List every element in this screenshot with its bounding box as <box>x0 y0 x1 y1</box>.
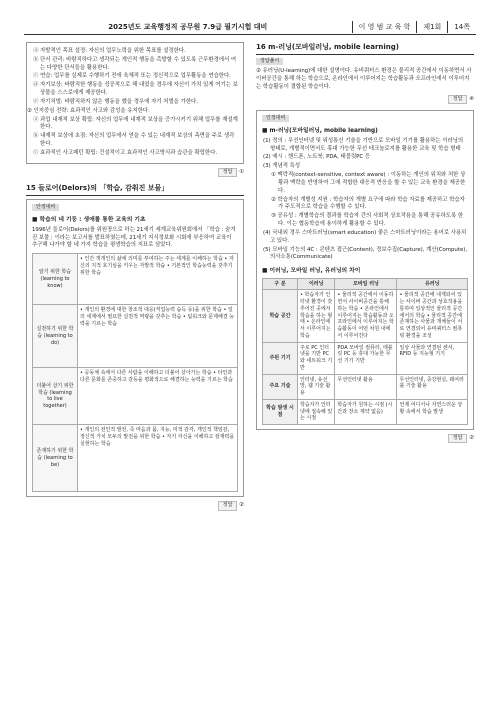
box-item: ⓐ 과업 내재적 보상 확립: 자신의 업무에 내재적 보상을 증가시키기 위해 업무를 재설계한다. <box>33 116 238 131</box>
table-row <box>33 305 238 368</box>
answer-label: 정답 <box>218 501 238 510</box>
box-item: ⓑ 내재적 보상에 초점: 자신의 업무에서 얻을 수 있는 내재적 보상의 측면을 주로 생각한다. <box>33 133 235 148</box>
row-label: 학습 공간 <box>263 290 298 342</box>
answer-explain-tag: 정답풀이 <box>256 58 283 65</box>
row-text: • 인간 개개인의 삶에 의미를 부여하는 주는 세계를 이해하는 학습 • 자신의 지적 호기심을 키우는 자발적 학습 • 기본적인 학습능력을 갖추기 위한 학습 <box>78 254 238 305</box>
answer-row <box>26 501 244 510</box>
answer-row <box>26 168 244 177</box>
box-subitem: ② 학습자의 개별성 지원 : 학습자의 개별 요구에 따라 학습 자료를 제공하고 학습자가 주도적으로 학습을 수행할 수 있다. <box>271 196 465 211</box>
table-header-row <box>263 278 468 290</box>
table-cell: 언제 어디서나 자연스러운 상황 속에서 학습 발생 <box>397 399 468 424</box>
round-label: 제1회 <box>416 21 447 33</box>
left-column <box>26 42 244 517</box>
table-cell: 일상 사물과 연결된 센서, RFID 등 지능형 기기 <box>397 342 468 374</box>
table-cell: 학습자가 인터넷에 접속해 있는 시점 <box>298 399 335 424</box>
box-item: (3) 개념적 특성 <box>263 163 301 170</box>
answer-label: 정답 <box>218 168 238 177</box>
section-tag: 안정대비 <box>32 204 59 211</box>
row-label: 학습 발생 시점 <box>263 399 298 424</box>
answer-label: 정답 <box>448 434 468 443</box>
compare-heading: ■ 이러닝, 모바일 러닝, 유러닝의 차이 <box>262 268 361 275</box>
row-text: • 개인의 전인적 발전, 즉 마음과 몸, 지능, 미적 감각, 개인적 책임감, 정신적 가치 모두의 발전을 위한 학습 • 자기 자신을 이해하고 잠재력을 실현하는 학습 <box>78 425 238 492</box>
box-item: (2) 예시 : 핸드폰, 노트북, PDA, 태블릿PC 등 <box>263 154 371 161</box>
row-label: 존재하기 위한 학습 (learning to be) <box>33 425 78 492</box>
box-item: (1) 정의 : 무선인터넷 및 위성통신 기술을 기반으로 모바일 기기를 활용하는 이러닝의 형태로, 개별적이면서도 휴대 가능한 무선 테크놀로지를 활용한 교육 및 학습 형태 <box>263 137 464 152</box>
compare-table <box>262 278 468 426</box>
box-item: ⓑ 단서 관리: 바람직하다고 생각되는 개인적 행동을 촉발할 수 있도록 근무환경에서 여는 다양한 단서들을 활용한다. <box>33 56 237 71</box>
box-item: ⓐ 자발적인 목표 설정: 자신의 업무노력을 위한 목표를 설정한다. <box>33 48 186 54</box>
row-label: 알기 위한 학습 (learning to know) <box>33 254 78 305</box>
box-item: ⓓ 자기보상: 바람직한 행동을 성공적으로 해 내었을 경우에 자신이 가치 있게 여기는 보상물을 스스로에게 제공한다. <box>33 82 238 97</box>
table-row <box>263 290 468 342</box>
box-item: ⓒ 연습: 업무를 실제로 수행하기 전에 육체적 또는 정신적으로 업무활동을 연습한다. <box>33 73 231 80</box>
right-column <box>256 42 474 449</box>
table-row <box>263 374 468 399</box>
table-row <box>33 368 238 425</box>
four-pillars-table <box>32 253 238 492</box>
table-cell: 학습자가 원하는 시점 (시간과 장소 제약 없음) <box>335 399 397 424</box>
box-item: ⓔ 자기처벌: 바람직하지 않은 행동을 했을 경우에 자기 처벌을 가한다. <box>33 98 198 105</box>
table-row <box>263 342 468 374</box>
col-header: 이러닝 <box>298 278 335 290</box>
row-label: 주요 기술 <box>263 374 298 399</box>
table-cell: • 물리적 공간에서 이동하면서 사이버공간을 통해 하는 학습 • 온라인에서 이루어지는 학습활동과 오프라인에서 이루어지는 학습활동이 어떤 차원 내에서 이루어진다 <box>335 290 397 342</box>
section-heading: ■ m-러닝(모바일러닝, mobile learning) <box>262 128 378 135</box>
page-number: 14쪽 <box>447 21 476 33</box>
answer-explanation: ② 유러닝(U-learning)에 대한 설명이다. 유비쿼터스 환경은 물리적 공간에서 이동하면서 사이버공간을 통해 하는 학습으로, 온라인에서 이루어지는 학습활동과 오프라인에서 이루어지는 학습활동이 결합된 학습이다. <box>256 68 472 91</box>
answer-row <box>256 95 474 104</box>
table-cell: 무선인터넷, 증강현실, 웨어러블 기술 활용 <box>397 374 468 399</box>
table-cell: • 물리적 공간에 내재되어 있는 사이버 공간과 상호작용을 통하여 일상적인 물리적 공간에서의 학습 • 물리적 공간에 존재하는 사물과 개체들이 서로 연결되어 유비쿼터스 컴퓨팅 환경을 조성 <box>397 290 468 342</box>
section-heading: ■ 학습의 네 기둥 : 생애를 통한 교육의 기초 <box>32 217 146 224</box>
table-row <box>33 254 238 305</box>
answer-value: ② <box>239 502 244 509</box>
answer-label: 정답 <box>448 95 468 104</box>
col-header: 유러닝 <box>397 278 468 290</box>
table-cell: 인터넷, 유선망, 웹 기술 활용 <box>298 374 335 399</box>
question-15-title: 15 들로어(Delors)의 「학습, 감춰진 보물」 <box>26 183 244 196</box>
table-row <box>33 425 238 492</box>
box-subitem: ① 맥락적(context-sensitive, context aware) : 이동하는 개인의 위치와 처한 상황과 맥락을 반영하여 그에 적합한 대응적 반응을 할 수 있는 교육 환경을 제공한다. <box>271 172 466 194</box>
box-item: ⓒ 효과적인 사고패턴 확립: 건설적이고 효과적인 사고방식과 습관을 확립한다. <box>33 149 218 156</box>
row-text: • 공동체 속에서 다른 사람을 이해하고 더불어 살아가는 학습 • 타인과 다른 문화를 존중하고 갈등을 평화적으로 해결하는 능력을 기르는 학습 <box>78 368 238 425</box>
table-row <box>263 399 468 424</box>
table-cell: 주로 PC 인터넷을 기반 PC와 네트워크 기반 <box>298 342 335 374</box>
question-16-title: 16 m-러닝(모바일러닝, mobile learning) <box>256 42 474 55</box>
section-tag: 인정대비 <box>262 115 289 122</box>
table-cell: 무선인터넷 활용 <box>335 374 397 399</box>
page-header <box>24 20 476 35</box>
exam-title: 2025년도 교육행정직 공무원 7.9급 필기시험 대비 <box>108 23 268 31</box>
box-item: ② 인지중심 전략: 효과적인 사고와 감성을 유지한다. <box>27 107 150 114</box>
box-item: (5) 모바일 기능의 4C : 콘텐츠 접근(Content), 정보수집(Capture), 계산(Compute), 의사소통(Communicate) <box>263 246 468 261</box>
row-label: 더불어 살기 위한 학습 (learning to live together) <box>33 368 78 425</box>
row-text: • 개인의 환경에 대한 창조적 대응(직업능력 습득 등)을 위한 학습 • 일의 세계에서 필요한 실천적 역량을 갖추는 학습 • 팀워크와 문제해결 능력을 기르는 학습 <box>78 305 238 368</box>
box-item: (4) 국내외 경우 스마트러닝(smart education) 좋은 스마트러닝이라는 용어로 사용되고 있다. <box>263 229 467 244</box>
row-label: 주된 기기 <box>263 342 298 374</box>
table-cell: • 학습자가 인터넷 환경이 갖추어진 곳에서 학습을 하는 형태 • 온라인에서 이루어지는 학습 <box>298 290 335 342</box>
answer-value: ① <box>239 168 244 175</box>
mlearning-box <box>256 110 474 430</box>
section-intro: 1996년 들로어(Delors)를 위원장으로 하는 21세기 세계교육위원회에서 「학습 : 숨겨진 보물」이라는 보고서를 발표하였는데, 21세기 지식정보화 시회에 부응하여 교육이 추구해 나가야 할 네 가지 학습을 평생학습의 지표로 삼았다. <box>32 226 236 249</box>
table-cell: PDA 모바일 컴퓨터, 태블릿 PC 등 휴대 가능한 무선 기기 기반 <box>335 342 397 374</box>
row-label: 실천하기 위한 학습 (learning to do) <box>33 305 78 368</box>
answer-value: ② <box>469 435 474 442</box>
answer-row <box>256 434 474 443</box>
col-header: 구 분 <box>263 278 298 290</box>
self-leadership-box <box>26 42 244 164</box>
delors-box <box>26 199 244 497</box>
subject-label: 이 영 범 교 육 학 <box>352 21 417 33</box>
box-subitem: ③ 공유성 : 개별학습의 결과를 학습자 간의 사회적 상호작용을 통해 공유하도록 한다. 이는 협동학습에 용이하게 활용할 수 있다. <box>271 213 464 228</box>
col-header: 모바일 러닝 <box>335 278 397 290</box>
answer-value: ④ <box>469 95 474 102</box>
